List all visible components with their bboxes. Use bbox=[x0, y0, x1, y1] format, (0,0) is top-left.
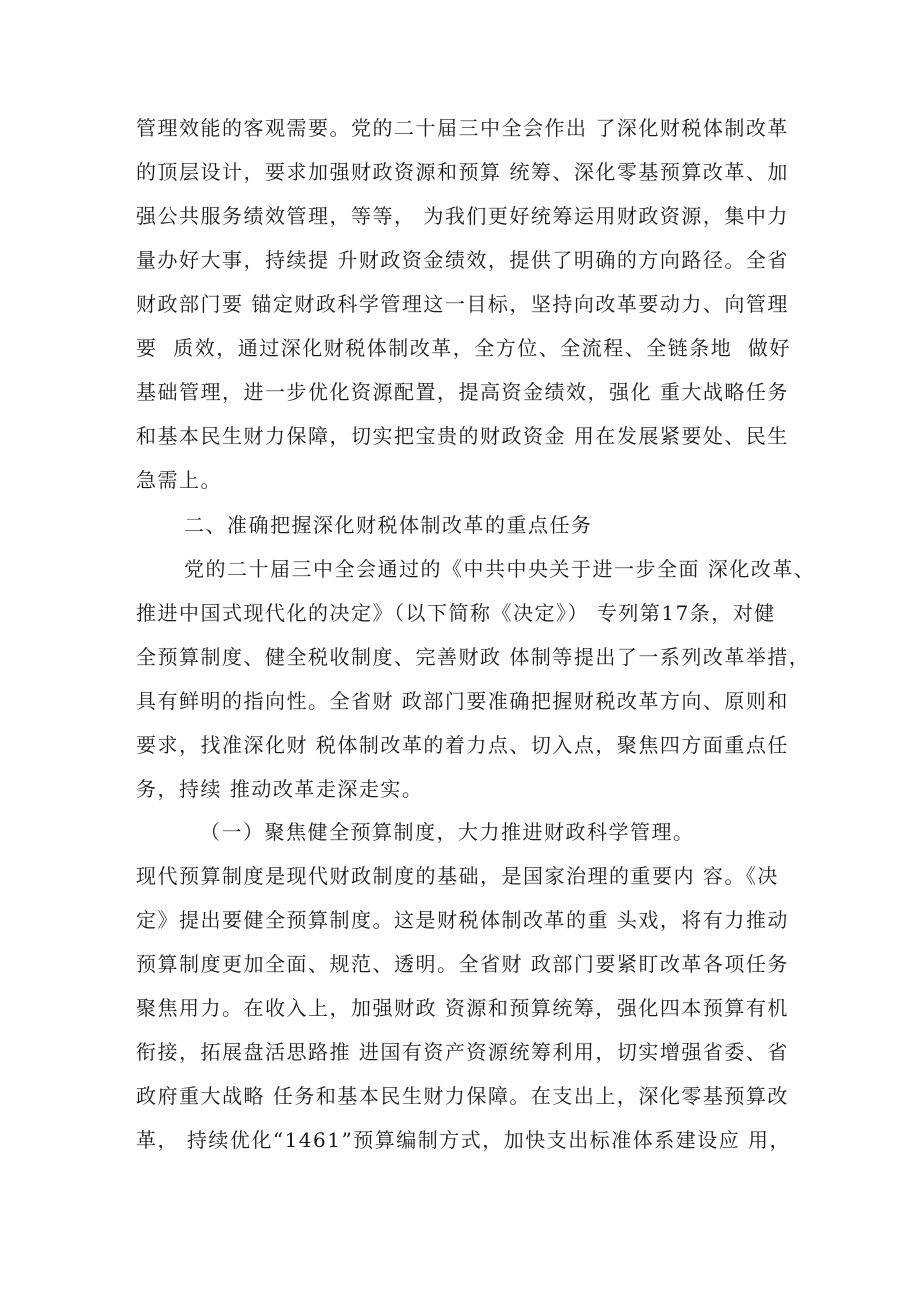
paragraph-1-line-6: 要 质效，通过深化财税体制改革，全方位、全流程、全链条地 做好 bbox=[136, 336, 791, 360]
paragraph-1-line-1: 管理效能的客观需要。党的二十届三中全会作出 了深化财税体制改革 bbox=[136, 116, 789, 140]
paragraph-2-line-6: 务，持续 推动改革走深走实。 bbox=[136, 777, 424, 801]
paragraph-3-line-1: 现代预算制度是现代财政制度的基础，是国家治理的重要内 容。《决 bbox=[136, 864, 779, 888]
paragraph-1-line-8: 和基本民生财力保障，切实把宝贵的财政资金 用在发展紧要处、民生 bbox=[136, 424, 789, 448]
paragraph-2-line-5: 要求，找准深化财 税体制改革的着力点、切入点，聚焦四方面重点任 bbox=[136, 733, 789, 757]
paragraph-1-line-5: 财政部门要 锚定财政科学管理这一目标，坚持向改革要动力、向管理 bbox=[136, 292, 789, 316]
paragraph-2-line-4: 具有鲜明的指向性。全省财 政部门要准确把握财税改革方向、原则和 bbox=[136, 689, 789, 713]
paragraph-2-line-2: 推进中国式现代化的决定》（以下简称《决定》） 专列第17条，对健 bbox=[136, 601, 776, 625]
subsection-heading-1: （一）聚焦健全预算制度，大力推进财政科学管理。 bbox=[200, 820, 695, 844]
paragraph-2-line-3: 全预算制度、健全税收制度、完善财政 体制等提出了一系列改革举措， bbox=[136, 645, 811, 669]
paragraph-2-line-1: 党的二十届三中全会通过的《中共中央关于进一步全面 深化改革、 bbox=[184, 557, 816, 581]
paragraph-3-line-2: 定》提出要健全预算制度。这是财税体制改革的重 头戏，将有力推动 bbox=[136, 908, 789, 932]
paragraph-3-line-6: 政府重大战略 任务和基本民生财力保障。在支出上，深化零基预算改 bbox=[136, 1084, 789, 1108]
paragraph-1-line-4: 量办好大事，持续提 升财政资金绩效，提供了明确的方向路径。全省 bbox=[136, 248, 789, 272]
paragraph-3-line-3: 预算制度更加全面、规范、透明。全省财 政部门要紧盯改革各项任务 bbox=[136, 952, 789, 976]
paragraph-1-line-9: 急需上。 bbox=[136, 468, 222, 492]
paragraph-3-line-4: 聚焦用力。在收入上，加强财政 资源和预算统筹，强化四本预算有机 bbox=[136, 996, 789, 1020]
section-heading-2: 二、准确把握深化财税体制改革的重点任务 bbox=[184, 513, 593, 537]
paragraph-3-line-5: 衔接，拓展盘活思路推 进国有资产资源统筹利用，切实增强省委、省 bbox=[136, 1040, 789, 1064]
paragraph-1-line-7: 基础管理，进一步优化资源配置，提高资金绩效，强化 重大战略任务 bbox=[136, 380, 789, 404]
paragraph-1-line-2: 的顶层设计，要求加强财政资源和预算 统筹、深化零基预算改革、加 bbox=[136, 160, 789, 184]
paragraph-3-line-7: 革， 持续优化“1461”预算编制方式，加快支出标准体系建设应 用， bbox=[136, 1128, 792, 1152]
paragraph-1-line-3: 强公共服务绩效管理，等等， 为我们更好统筹运用财政资源，集中力 bbox=[136, 204, 789, 228]
